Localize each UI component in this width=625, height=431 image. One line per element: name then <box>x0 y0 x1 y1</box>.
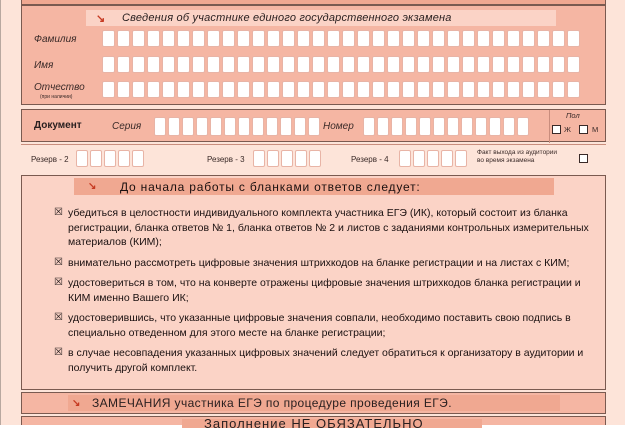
entry-cell[interactable] <box>357 56 370 73</box>
entry-cell[interactable] <box>196 117 208 136</box>
remarks-panel <box>21 392 606 414</box>
entry-cell[interactable] <box>327 81 340 98</box>
surname-label: Фамилия <box>34 34 77 45</box>
entry-cell[interactable] <box>192 30 205 47</box>
entry-cell[interactable] <box>552 30 565 47</box>
entry-cell[interactable] <box>402 56 415 73</box>
exit-note-line-2: во время экзамена <box>477 157 535 164</box>
participant-info-header <box>86 10 556 26</box>
remarks-header <box>68 395 560 411</box>
entry-cell[interactable] <box>207 56 220 73</box>
entry-cell[interactable] <box>147 81 160 98</box>
name-label: Имя <box>34 60 54 71</box>
entry-cell[interactable] <box>413 150 425 167</box>
participant-info-panel <box>21 5 606 105</box>
remarks-footer-strip <box>21 416 606 431</box>
entry-cell[interactable] <box>567 81 580 98</box>
entry-cell[interactable] <box>447 117 459 136</box>
instructions-panel <box>21 175 606 390</box>
entry-cell[interactable] <box>104 150 116 167</box>
entry-cell[interactable] <box>567 30 580 47</box>
entry-cell[interactable] <box>177 30 190 47</box>
entry-cell[interactable] <box>387 81 400 98</box>
entry-cell[interactable] <box>102 81 115 98</box>
entry-cell[interactable] <box>281 150 293 167</box>
entry-cell[interactable] <box>417 56 430 73</box>
entry-cell[interactable] <box>492 30 505 47</box>
entry-cell[interactable] <box>522 30 535 47</box>
number-field[interactable] <box>363 117 529 136</box>
entry-cell[interactable] <box>76 150 88 167</box>
patronymic-field[interactable] <box>102 81 580 98</box>
list-item: ☒ внимательно рассмотреть цифровые значения штрихкодов на бланке регистрации и на листах с КИМ; <box>54 256 570 269</box>
entry-cell[interactable] <box>117 81 130 98</box>
arrow-down-right-icon: ↘ <box>72 397 81 409</box>
surname-field[interactable] <box>102 30 580 47</box>
entry-cell[interactable] <box>117 56 130 73</box>
checked-box-icon: ☒ <box>54 312 63 323</box>
reserve-4-label: Резерв - 4 <box>351 155 389 164</box>
exit-note-line-1: Факт выхода из аудитории <box>477 149 558 156</box>
checked-box-icon: ☒ <box>54 207 63 218</box>
entry-cell[interactable] <box>207 30 220 47</box>
entry-cell[interactable] <box>387 30 400 47</box>
entry-cell[interactable] <box>399 150 411 167</box>
entry-cell[interactable] <box>477 81 490 98</box>
entry-cell[interactable] <box>266 117 278 136</box>
entry-cell[interactable] <box>342 30 355 47</box>
entry-cell[interactable] <box>503 117 515 136</box>
entry-cell[interactable] <box>342 81 355 98</box>
entry-cell[interactable] <box>210 117 222 136</box>
entry-cell[interactable] <box>357 30 370 47</box>
entry-cell[interactable] <box>253 150 265 167</box>
entry-cell[interactable] <box>372 30 385 47</box>
checked-box-icon: ☒ <box>54 256 63 268</box>
entry-cell[interactable] <box>294 117 306 136</box>
entry-cell[interactable] <box>432 30 445 47</box>
entry-cell[interactable] <box>182 117 194 136</box>
entry-cell[interactable] <box>402 81 415 98</box>
entry-cell[interactable] <box>372 56 385 73</box>
entry-cell[interactable] <box>267 56 280 73</box>
series-label: Серия <box>112 121 142 132</box>
entry-cell[interactable] <box>297 56 310 73</box>
entry-cell[interactable] <box>282 30 295 47</box>
participant-info-title: Сведения об участнике единого государственного экзамена <box>122 12 452 24</box>
entry-cell[interactable] <box>372 81 385 98</box>
document-title: Документ <box>34 120 82 131</box>
entry-cell[interactable] <box>507 56 520 73</box>
entry-cell[interactable] <box>377 117 389 136</box>
entry-cell[interactable] <box>154 117 166 136</box>
entry-cell[interactable] <box>537 56 550 73</box>
entry-cell[interactable] <box>282 81 295 98</box>
entry-cell[interactable] <box>537 30 550 47</box>
entry-cell[interactable] <box>461 117 473 136</box>
reserve-row <box>21 144 606 173</box>
entry-cell[interactable] <box>432 81 445 98</box>
entry-cell[interactable] <box>477 56 490 73</box>
instructions-list <box>54 206 594 381</box>
sex-label: Пол <box>566 111 580 120</box>
entry-cell[interactable] <box>447 81 460 98</box>
entry-cell[interactable] <box>363 117 375 136</box>
document-panel <box>21 109 606 142</box>
entry-cell[interactable] <box>238 117 250 136</box>
entry-cell[interactable] <box>462 30 475 47</box>
entry-cell[interactable] <box>489 117 501 136</box>
entry-cell[interactable] <box>280 117 292 136</box>
entry-cell[interactable] <box>224 117 236 136</box>
entry-cell[interactable] <box>552 56 565 73</box>
list-item: ☒ удостоверившись, что указанные цифровые значения совпали, необходимо поставить свою подпись в специально отведенном для этого месте на бланке регистрации; <box>54 312 571 339</box>
entry-cell[interactable] <box>455 150 467 167</box>
entry-cell[interactable] <box>402 30 415 47</box>
entry-cell[interactable] <box>552 81 565 98</box>
entry-cell[interactable] <box>447 56 460 73</box>
entry-cell[interactable] <box>308 117 320 136</box>
entry-cell[interactable] <box>342 56 355 73</box>
entry-cell[interactable] <box>267 150 279 167</box>
entry-cell[interactable] <box>475 117 487 136</box>
entry-cell[interactable] <box>237 30 250 47</box>
entry-cell[interactable] <box>405 117 417 136</box>
entry-cell[interactable] <box>192 81 205 98</box>
entry-cell[interactable] <box>427 150 439 167</box>
exit-checkbox[interactable] <box>579 154 588 163</box>
arrow-down-right-icon: ↘ <box>88 181 97 192</box>
name-field[interactable] <box>102 56 580 73</box>
entry-cell[interactable] <box>222 81 235 98</box>
entry-cell[interactable] <box>168 117 180 136</box>
patronymic-label: Отчество <box>34 82 85 93</box>
entry-cell[interactable] <box>462 56 475 73</box>
male-label: М <box>592 125 599 134</box>
instructions-title: До начала работы с бланками ответов следует: <box>120 179 421 194</box>
entry-cell[interactable] <box>522 56 535 73</box>
entry-cell[interactable] <box>433 117 445 136</box>
entry-cell[interactable] <box>567 56 580 73</box>
entry-cell[interactable] <box>132 81 145 98</box>
patronymic-note: (при наличии) <box>40 94 73 100</box>
entry-cell[interactable] <box>441 150 453 167</box>
entry-cell[interactable] <box>147 56 160 73</box>
male-checkbox[interactable] <box>579 125 588 134</box>
entry-cell[interactable] <box>267 81 280 98</box>
entry-cell[interactable] <box>132 56 145 73</box>
entry-cell[interactable] <box>492 81 505 98</box>
entry-cell[interactable] <box>177 81 190 98</box>
entry-cell[interactable] <box>102 30 115 47</box>
entry-cell[interactable] <box>417 81 430 98</box>
entry-cell[interactable] <box>432 56 445 73</box>
series-field[interactable] <box>154 117 320 136</box>
remarks-footer-text: Заполнение НЕ ОБЯЗАТЕЛЬНО <box>204 416 424 431</box>
entry-cell[interactable] <box>117 30 130 47</box>
entry-cell[interactable] <box>237 81 250 98</box>
entry-cell[interactable] <box>492 56 505 73</box>
entry-cell[interactable] <box>522 81 535 98</box>
entry-cell[interactable] <box>222 56 235 73</box>
entry-cell[interactable] <box>312 56 325 73</box>
entry-cell[interactable] <box>507 81 520 98</box>
list-item: ☒ убедиться в целостности индивидуального комплекта участника ЕГЭ (ИК), который состоит из бланка регистрации, бланка ответов № 1, бланка ответов № 2 и листов с заданиями контрольных измерительных материалов (КИМ); <box>54 207 589 248</box>
entry-cell[interactable] <box>147 30 160 47</box>
number-label: Номер <box>323 121 354 132</box>
entry-cell[interactable] <box>177 56 190 73</box>
entry-cell[interactable] <box>267 30 280 47</box>
entry-cell[interactable] <box>162 30 175 47</box>
entry-cell[interactable] <box>192 56 205 73</box>
entry-cell[interactable] <box>132 30 145 47</box>
entry-cell[interactable] <box>252 81 265 98</box>
entry-cell[interactable] <box>237 56 250 73</box>
entry-cell[interactable] <box>417 30 430 47</box>
checked-box-icon: ☒ <box>54 347 63 358</box>
list-item: ☒ в случае несовпадения указанных цифровых значений следует обратиться к организатору в аудитории и получить другой комплект. <box>54 347 584 374</box>
entry-cell[interactable] <box>477 30 490 47</box>
checked-box-icon: ☒ <box>54 277 63 288</box>
entry-cell[interactable] <box>327 56 340 73</box>
entry-cell[interactable] <box>391 117 403 136</box>
entry-cell[interactable] <box>419 117 431 136</box>
female-checkbox[interactable] <box>552 125 561 134</box>
entry-cell[interactable] <box>327 30 340 47</box>
entry-cell[interactable] <box>297 81 310 98</box>
entry-cell[interactable] <box>517 117 529 136</box>
arrow-down-right-icon: ↘ <box>96 12 106 25</box>
entry-cell[interactable] <box>282 56 295 73</box>
entry-cell[interactable] <box>537 81 550 98</box>
instructions-header <box>74 178 554 195</box>
reserve-2-field[interactable] <box>76 150 144 167</box>
reserve-2-label: Резерв - 2 <box>31 155 69 164</box>
entry-cell[interactable] <box>252 30 265 47</box>
entry-cell[interactable] <box>132 150 144 167</box>
entry-cell[interactable] <box>207 81 220 98</box>
entry-cell[interactable] <box>309 150 321 167</box>
entry-cell[interactable] <box>118 150 130 167</box>
entry-cell[interactable] <box>162 56 175 73</box>
entry-cell[interactable] <box>295 150 307 167</box>
entry-cell[interactable] <box>297 30 310 47</box>
entry-cell[interactable] <box>312 81 325 98</box>
entry-cell[interactable] <box>162 81 175 98</box>
entry-cell[interactable] <box>462 81 475 98</box>
entry-cell[interactable] <box>357 81 370 98</box>
reserve-3-label: Резерв - 3 <box>207 155 245 164</box>
entry-cell[interactable] <box>447 30 460 47</box>
reserve-4-field[interactable] <box>399 150 467 167</box>
sex-selector <box>549 110 607 143</box>
female-label: Ж <box>564 125 571 134</box>
entry-cell[interactable] <box>312 30 325 47</box>
reserve-3-field[interactable] <box>253 150 321 167</box>
entry-cell[interactable] <box>90 150 102 167</box>
entry-cell[interactable] <box>252 117 264 136</box>
list-item: ☒ удостовериться в том, что на конверте отражены цифровые значения штрихкодов бланка регистрации и КИМ именно Вашего ИК; <box>54 277 581 304</box>
entry-cell[interactable] <box>387 56 400 73</box>
entry-cell[interactable] <box>507 30 520 47</box>
entry-cell[interactable] <box>252 56 265 73</box>
remarks-title: ЗАМЕЧАНИЯ участника ЕГЭ по процедуре проведения ЕГЭ. <box>92 396 452 410</box>
entry-cell[interactable] <box>102 56 115 73</box>
remarks-footer <box>182 416 482 431</box>
entry-cell[interactable] <box>222 30 235 47</box>
